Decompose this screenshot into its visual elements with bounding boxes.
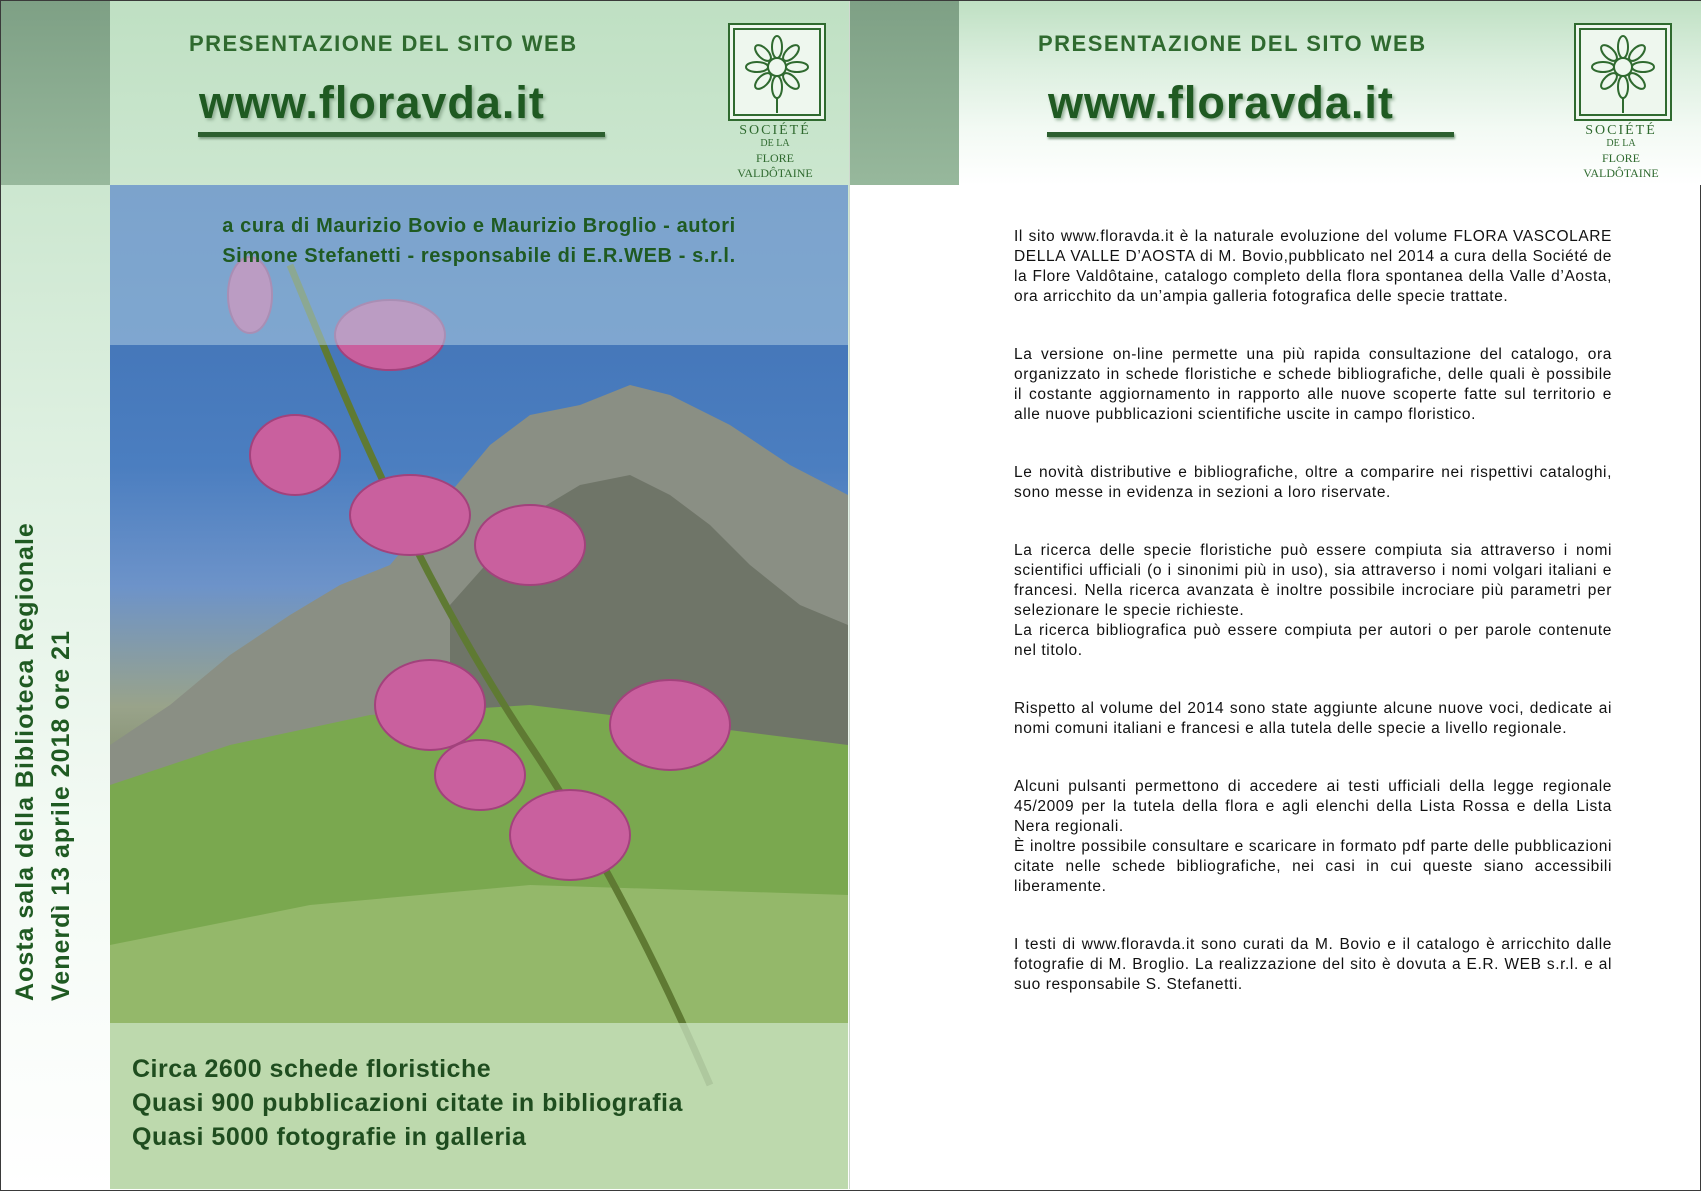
stat-pubblicazioni: Quasi 900 pubblicazioni citate in bibliografia [132,1089,683,1117]
stat-schede: Circa 2600 schede floristiche [132,1055,492,1083]
paragraph-intro: Il sito www.floravda.it è la naturale evoluzione del volume FLORA VASCOLARE DELLA VALLE D’AOSTA di M. Bovio,pubblicato nel 2014 a cura della Société de la Flore Valdôtaine, catalogo completo della flora spontanea della Valle d’Aosta, ora arricchito da un’ampia galleria fotografica delle specie trattate. [1014,228,1612,305]
event-date: Venerdì 13 aprile 2018 ore 21 [47,630,75,1001]
site-url: www.floravda.it [199,77,545,128]
logo-line1: SOCIÉTÉ [739,123,811,138]
description-text [1014,227,1612,1033]
paragraph-novita: Le novità distributive e bibliografiche, oltre a comparire nei rispettivi cataloghi, sono messe in evidenza in sezioni a loro riservate. [1014,464,1612,501]
paragraph-pulsanti: Alcuni pulsanti permettono di accedere ai testi ufficiali della legge regionale 45/2009 per la tutela della flora e agli elenchi della Lista Rossa e della Lista Nera regionali. È inoltre possibile consultare e scaricare in formato pdf parte delle pubblicazioni citate nelle schede bibliografiche, nei casi in cui queste siano accessibili liberamente. [1014,778,1612,895]
paragraph-aggiunte: Rispetto al volume del 2014 sono state aggiunte alcune nuove voci, dedicate ai nomi comuni italiani e francesi e alla tutela delle specie a livello regionale. [1014,700,1612,737]
stat-fotografie: Quasi 5000 fotografie in galleria [132,1123,527,1151]
site-url-right: www.floravda.it [1048,77,1394,128]
logo-line2: DE LA [760,138,790,149]
credits-authors: a cura di Maurizio Bovio e Maurizio Broglio - autori [222,215,736,237]
lily-mountain-photo [110,185,848,1189]
left-panel [1,1,849,1189]
societe-logo-right [1566,23,1676,193]
right-panel [849,1,1701,1189]
paragraph-online: La versione on-line permette una più rapida consultazione del catalogo, ora organizzato in schede floristiche e schede bibliografiche, delle quali è possibile il costante aggiornamento in rapporto alle nuove scoperte fatte sul territorio e alle nuove pubblicazioni scientifiche uscite in campo floristico. [1014,346,1612,423]
header-title-right: PRESENTAZIONE DEL SITO WEB [1038,31,1427,56]
societe-logo [720,23,830,193]
event-info [7,101,79,1001]
right-green-bar [850,1,959,185]
logo-line1: SOCIÉTÉ [1585,123,1657,138]
paragraph-credits: I testi di www.floravda.it sono curati da M. Bovio e il catalogo è arricchito dalle fotografie di M. Broglio. La realizzazione del sito è dovuta a E.R. WEB s.r.l. e al suo responsabile S. Stefanetti. [1014,936,1612,993]
logo-line2: DE LA [1606,138,1636,149]
paragraph-ricerca: La ricerca delle specie floristiche può essere compiuta sia attraverso i nomi scientifici ufficiali (o i sinonimi più in uso), sia attraverso i nomi volgari italiani e francesi. Nella ricerca avanzata è inoltre possibile incrociare più parametri per selezionare le specie richieste. La ricerca bibliografica può essere compiuta per autori o per parole contenute nel titolo. [1014,542,1612,659]
event-venue: Aosta sala della Biblioteca Regionale [11,522,39,1001]
logo-line3: FLORE VALDÔTAINE [737,151,813,180]
url-underline-right [1047,132,1454,137]
credits-web: Simone Stefanetti - responsabile di E.R.WEB - s.r.l. [222,245,736,267]
flower-emblem-icon [1574,23,1672,121]
header-title: PRESENTAZIONE DEL SITO WEB [189,31,578,56]
flower-emblem-icon [728,23,826,121]
logo-line3: FLORE VALDÔTAINE [1583,151,1659,180]
url-underline [198,132,605,137]
